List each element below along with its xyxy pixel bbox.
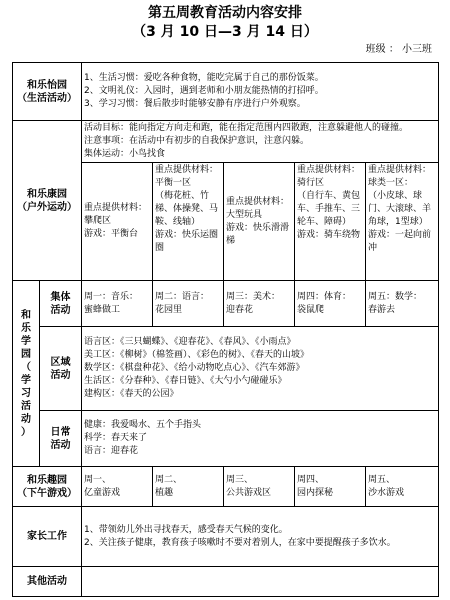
zone-cell: 重点提供材料：攀爬区 游戏：平衡台 [82,163,153,281]
collective-day: 周二：语言： 花园里 [153,281,224,327]
zone-cell: 重点提供材料：骑行区 （自行车、黄包车、手推车、三轮车、障碍） 游戏：骑车绕物 [295,163,366,281]
daily-line: 健康：我爱喝水、五个手指头 [84,420,202,430]
class-label: 班级 ： 小三班 [365,44,432,55]
games-day: 周一、 亿童游戏 [82,467,153,507]
collective-day: 周四：体育： 袋鼠爬 [295,281,366,327]
collective-day: 周三：美术： 迎春花 [224,281,295,327]
zone-cell: 重点提供材料：球类一区： （小皮球、球门、大滚球、羊角球，1型球） 游戏：一起向前冲 [366,163,439,281]
outdoor-note-line: 注意事项：在活动中有初步的自我保护意识，注意闪躲。 [84,136,310,146]
area-line: 语言区：《三只蝴蝶》、《迎春花》、《春风》、《小雨点》 [84,337,296,347]
life-row [13,63,439,121]
parents-row [13,507,439,567]
games-row [13,467,439,507]
outdoor-goal-row [13,121,439,163]
games-header: 和乐趣园 （下午游戏） [13,467,82,507]
area-line: 美工区：《柳树》（棉签画）、《彩色的树》、《春天的山坡》 [84,350,310,360]
date-range: （3 月 10 日—3 月 14 日） [132,24,318,40]
study-header: 和 乐 学 园 （ 学 习 活 动 ） [13,281,40,467]
page-title: 第五周教育活动内容安排 [148,5,302,21]
zone-cell: 重点提供材料：大型玩具 游戏：快乐滑滑梯 [224,163,295,281]
schedule-table [12,62,439,597]
daily-content [82,411,439,467]
area-label: 区域 活动 [40,327,82,411]
collective-day: 周五：数学： 春游去 [366,281,439,327]
other-row [13,567,439,597]
life-header: 和乐怡园 （生活活动） [13,63,82,121]
outdoor-goal-line: 活动目标：能向指定方向走和跑，能在指定范围内四散跑，注意躲避他人的碰撞。 [84,123,409,133]
games-day: 周四、 园内探秘 [295,467,366,507]
collective-label: 集体 活动 [40,281,82,327]
outdoor-goals [82,121,439,163]
other-header: 其他活动 [13,567,82,597]
games-day: 周五、 沙水游戏 [366,467,439,507]
life-line: 2、文明礼仪：入园时，遇到老师和小朋友能热情的打招呼。 [84,86,324,96]
outdoor-header: 和乐康园 （户外运动） [13,121,82,281]
area-content [82,327,439,411]
daily-line: 语言：迎春花 [84,446,139,456]
outdoor-group-line: 集体运动：小鸟找食 [84,149,166,159]
parents-header: 家长工作 [13,507,82,567]
daily-label: 日常 活动 [40,411,82,467]
parents-line: 2、关注孩子健康，教育孩子咳嗽时不要对着别人，在家中要提醒孩子多饮水。 [84,537,396,548]
life-line: 1、生活习惯：爱吃各种食物，能吃完属于自己的那份饭菜。 [84,73,324,83]
zone-cell: 重点提供材料：平衡一区 （梅花桩、竹梯、体操凳、马鞍、线轴） 游戏：快乐运圈圈 [153,163,224,281]
collective-day: 周一：音乐： 蜜蜂做工 [82,281,153,327]
daily-line: 科学：春天来了 [84,433,148,443]
study-area-row [13,327,439,411]
games-day: 周三、 公共游戏区 [224,467,295,507]
study-daily-row [13,411,439,467]
parents-content [82,507,439,567]
life-line: 3、学习习惯：餐后散步时能够安静有序进行户外观察。 [84,99,306,109]
area-line: 数学区：《棋盘种花》、《给小动物吃点心》、《汽车郊游》 [84,363,305,373]
life-content [82,63,439,121]
area-line: 建构区：《春天的公园》 [84,389,179,399]
games-day: 周二、 植趣 [153,467,224,507]
study-collective-row [13,281,439,327]
parents-line: 1、带领幼儿外出寻找春天，感受春天气候的变化。 [84,524,288,535]
area-line: 生活区：《分春种》、《春日链》、《大勺小勺碰碰乐》 [84,376,287,386]
other-content [82,567,439,597]
